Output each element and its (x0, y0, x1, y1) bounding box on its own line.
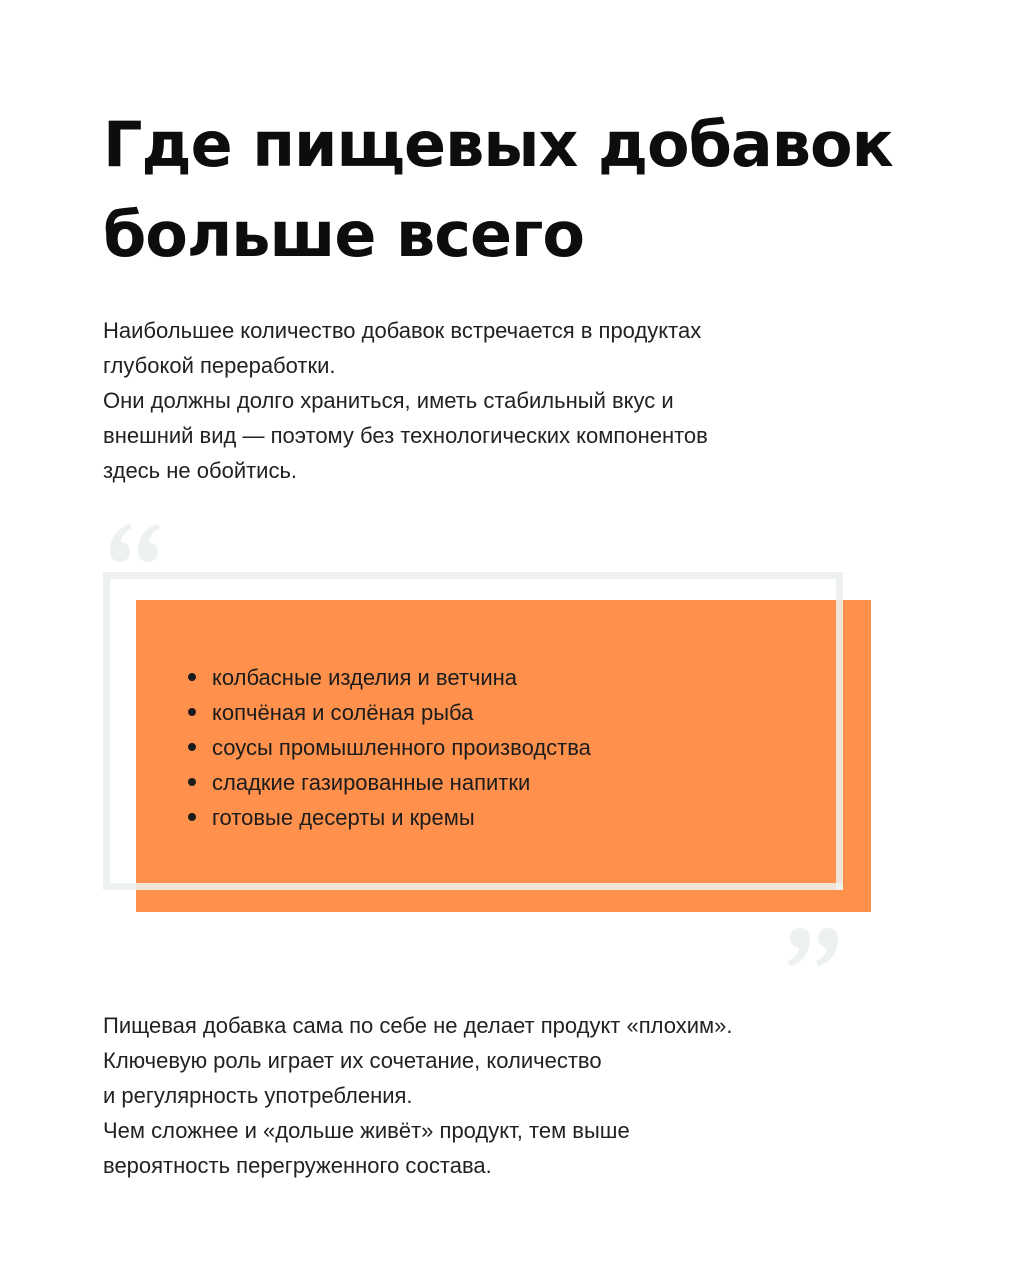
frame-edge-bottom (136, 883, 843, 890)
list-item (186, 800, 591, 835)
list-item (186, 765, 591, 800)
list-item (186, 695, 591, 730)
list-item (186, 660, 591, 695)
product-list (186, 660, 591, 835)
outro-line: и регулярность употребления. (103, 1083, 413, 1108)
outro-paragraph (103, 1008, 863, 1183)
bullet-icon (188, 778, 196, 786)
bullet-icon (188, 743, 196, 751)
page-title (103, 100, 963, 280)
outro-line: Пищевая добавка сама по себе не делает продукт «плохим». (103, 1013, 733, 1038)
list-item (186, 730, 591, 765)
bullet-icon (188, 708, 196, 716)
title-line-1: Где пищевых добавок (103, 108, 893, 181)
list-item-label: готовые десерты и кремы (212, 805, 475, 830)
close-quote-icon (782, 926, 842, 970)
open-quote-icon (106, 520, 166, 564)
outro-line: вероятность перегруженного состава. (103, 1153, 492, 1178)
bullet-icon (188, 813, 196, 821)
list-item-label: колбасные изделия и ветчина (212, 665, 518, 690)
intro-paragraph (103, 313, 863, 488)
intro-line: глубокой переработки. (103, 353, 336, 378)
intro-line: Наибольшее количество добавок встречается в продуктах (103, 318, 702, 343)
frame-edge-right (836, 600, 843, 890)
list-item-label: копчёная и солёная рыба (212, 700, 474, 725)
outro-line: Ключевую роль играет их сочетание, количество (103, 1048, 602, 1073)
list-item-label: сладкие газированные напитки (212, 770, 531, 795)
title-line-2: больше всего (103, 198, 585, 271)
intro-line: здесь не обойтись. (103, 458, 298, 483)
intro-line: внешний вид — поэтому без технологических компонентов (103, 423, 708, 448)
list-item-label: соусы промышленного производства (212, 735, 591, 760)
intro-line: Они должны долго храниться, иметь стабильный вкус и (103, 388, 674, 413)
outro-line: Чем сложнее и «дольше живёт» продукт, тем выше (103, 1118, 630, 1143)
bullet-icon (188, 673, 196, 681)
